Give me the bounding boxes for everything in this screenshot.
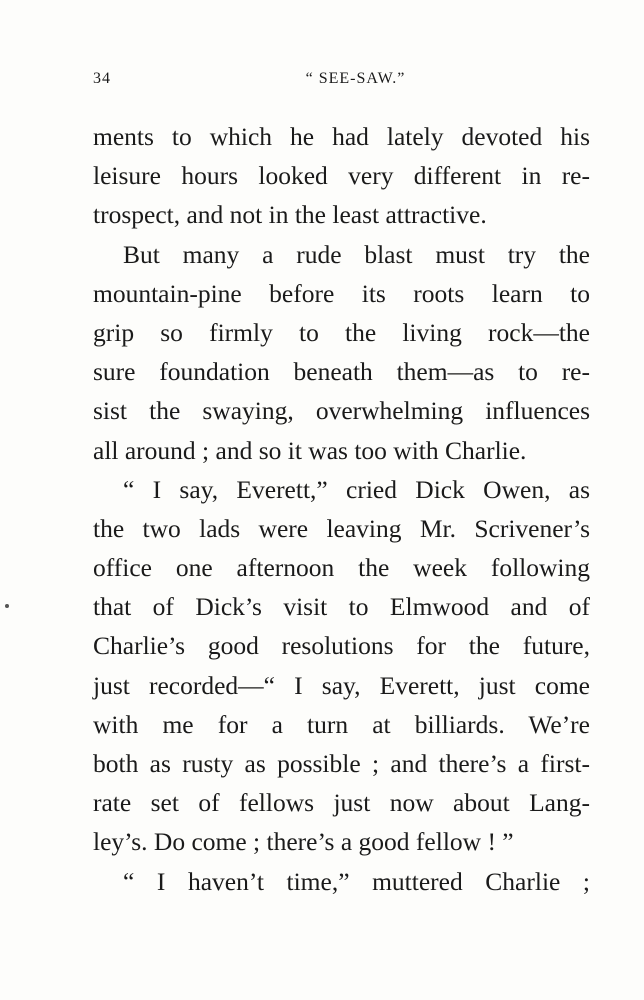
text-line: office one afternoon the week following xyxy=(93,553,590,583)
text-line: ley’s. Do come ; there’s a good fellow ! ” xyxy=(93,827,514,857)
text-line: “ I say, Everett,” cried Dick Owen, as xyxy=(123,474,590,504)
text-line: all around ; and so it was too with Charlie. xyxy=(93,435,527,465)
text-line: rate set of fellows just now about Lang- xyxy=(93,788,590,818)
running-title: “ SEE-SAW.” xyxy=(305,70,406,87)
text-line: But many a rude blast must try the xyxy=(123,239,590,269)
text-line: leisure hours looked very different in re- xyxy=(93,161,590,191)
text-line: with me for a turn at billiards. We’re xyxy=(93,709,590,739)
running-head xyxy=(93,70,590,94)
text-line: Charlie’s good resolutions for the future, xyxy=(93,631,590,661)
text-line: “ I haven’t time,” muttered Charlie ; xyxy=(123,866,590,896)
text-line: trospect, and not in the least attractive. xyxy=(93,200,487,230)
page-number: 34 xyxy=(93,70,111,87)
text-line: ments to which he had lately devoted his xyxy=(93,122,590,151)
text-line: both as rusty as possible ; and there’s a first- xyxy=(93,749,590,778)
text-line: sure foundation beneath them—as to re- xyxy=(93,357,590,387)
body-text xyxy=(93,117,590,901)
text-line: sist the swaying, overwhelming influences xyxy=(93,396,590,426)
text-line: just recorded—“ I say, Everett, just come xyxy=(93,670,590,700)
text-line: mountain-pine before its roots learn to xyxy=(93,278,590,308)
text-line: grip so firmly to the living rock—the xyxy=(93,317,590,347)
text-line: that of Dick’s visit to Elmwood and of xyxy=(93,592,590,622)
text-line: the two lads were leaving Mr. Scrivener’s xyxy=(93,513,590,543)
print-speck xyxy=(5,604,9,608)
